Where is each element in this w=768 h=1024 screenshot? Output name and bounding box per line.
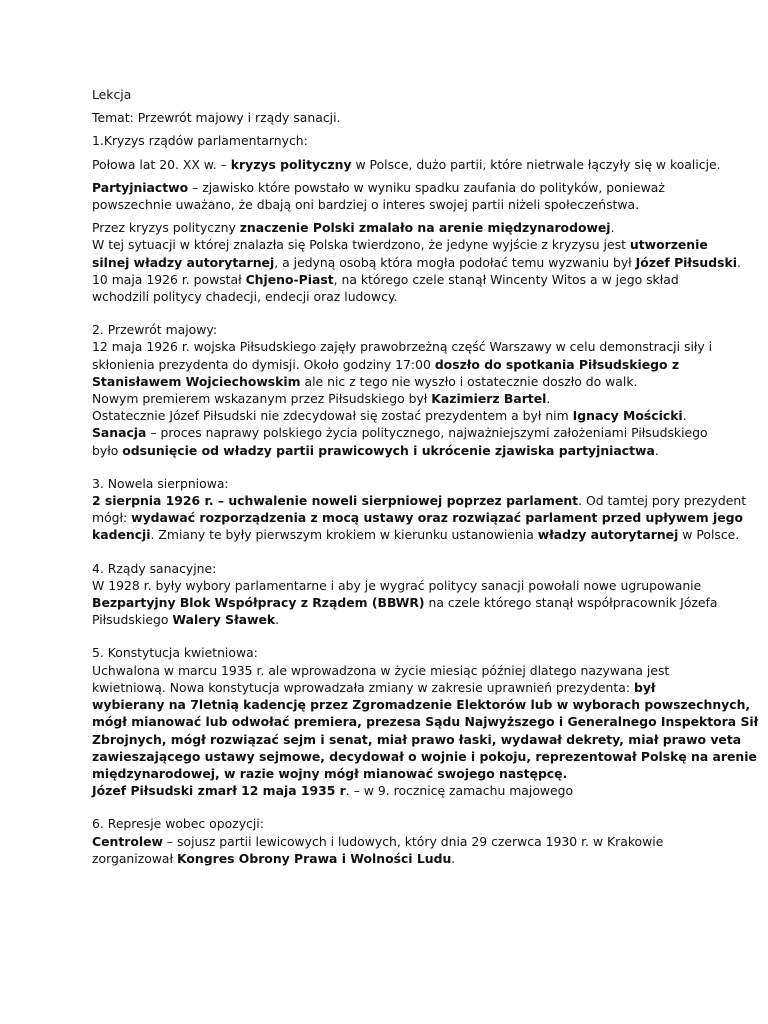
section-3-line-3: kadencji. Zmiany te były pierwszym krokiem w kierunku ustanowienia władzy autorytarnej w Polsce. [92,527,740,543]
section-2-paragraph-1-cont: skłonienia prezydenta do dymisji. Około godziny 17:00 doszło do spotkania Piłsudskiego z [92,356,680,372]
section-3-line-1: 2 sierpnia 1926 r. – uchwalenie noweli sierpniowej poprzez parlament. Od tamtej pory prezydent [92,493,747,509]
section-3-title: 3. Nowela sierpniowa: [92,475,229,491]
section-1-paragraph-4: W tej sytuacji w której znalazła się Polska twierdzono, że jedyne wyjście z kryzysu jest utworzenie [92,237,708,253]
section-4-line-2: Bezpartyjny Blok Współpracy z Rządem (BBWR) na czele którego stanął współpracownik Józefa [92,595,718,611]
section-1-paragraph-3: Przez kryzys polityczny znaczenie Polski zmalało na arenie międzynarodowej. [92,220,615,236]
section-1-paragraph-2-cont: powszechnie uważano, że dbają oni bardziej o interes swojej partii niżeli społeczeństwa. [92,197,640,213]
section-5-line-8: Józef Piłsudski zmarł 12 maja 1935 r. – w 9. rocznicę zamachu majowego [92,783,574,799]
section-5-line-6: zawieszającego ustawy sejmowe, decydował o wojnie i pokoju, reprezentował Polskę na arenie [92,748,757,764]
document-page [92,86,759,867]
section-2-paragraph-2: Nowym premierem wskazanym przez Piłsudskiego był Kazimierz Bartel. [92,391,551,407]
section-4-line-1: W 1928 r. były wybory parlamentarne i aby je wygrać politycy sanacji powołali nowe ugrupowanie [92,577,702,593]
section-1-paragraph-4-cont: silnej władzy autorytarnej, a jedyną osobą która mogła podołać temu wyzwaniu był Józef Piłsudski. [92,254,741,270]
section-1-paragraph-5-cont: wchodzili politycy chadecji, endecji oraz ludowcy. [92,289,398,305]
section-1-paragraph-2: Partyjniactwo – zjawisko które powstało w wyniku spadku zaufania do polityków, ponieważ [92,179,665,195]
section-6-title: 6. Represje wobec opozycji: [92,816,264,832]
section-2-paragraph-4-cont: było odsunięcie od władzy partii prawicowych i ukrócenie zjawiska partyjniactwa. [92,442,659,458]
section-5-line-3: wybierany na 7letnią kadencję przez Zgromadzenie Elektorów lub w wyborach powszechnych, [92,697,751,713]
section-2-paragraph-1-cont2: Stanisławem Wojciechowskim ale nic z tego nie wyszło i ostatecznie doszło do walk. [92,373,638,389]
section-5-line-7: międzynarodowej, w razie wojny mógł mianować swojego następcę. [92,765,568,781]
section-2-paragraph-1: 12 maja 1926 r. wojska Piłsudskiego zajęły prawobrzeżną część Warszawy w celu demonstracji siły i [92,339,713,355]
section-1-paragraph-5: 10 maja 1926 r. powstał Chjeno-Piast, na którego czele stanął Wincenty Witos a w jego skład [92,271,679,287]
lesson-heading: Lekcja [92,87,132,102]
section-5-title: 5. Konstytucja kwietniowa: [92,645,258,661]
section-1-paragraph-1: Połowa lat 20. XX w. – kryzys polityczny w Polsce, dużo partii, które nietrwale łączyły się w koalicje. [92,156,721,172]
section-2-title: 2. Przewrót majowy: [92,322,217,338]
section-1-title: 1.Kryzys rządów parlamentarnych: [92,133,308,149]
section-5-line-2: kwietniową. Nowa konstytucja wprowadzała zmiany w zakresie uprawnień prezydenta: był [92,679,656,695]
section-6-line-2: zorganizował Kongres Obrony Prawa i Wolności Ludu. [92,850,456,866]
lesson-topic: Temat: Przewrót majowy i rządy sanacji. [92,110,341,126]
section-2-paragraph-4: Sanacja – proces naprawy polskiego życia politycznego, najważniejszymi założeniami Piłsudskiego [92,425,708,441]
section-5-line-5: Zbrojnych, mógł rozwiązać sejm i senat, miał prawo łaski, wydawał dekrety, miał prawo veta [92,731,742,747]
section-4-line-3: Piłsudskiego Walery Sławek. [92,612,280,628]
section-4-title: 4. Rządy sanacyjne: [92,560,217,576]
section-6-line-1: Centrolew – sojusz partii lewicowych i ludowych, który dnia 29 czerwca 1930 r. w Krakowie [92,833,664,849]
section-5-line-1: Uchwalona w marcu 1935 r. ale wprowadzona w życie miesiąc później dlatego nazywana jest [92,662,670,678]
section-5-line-4: mógł mianować lub odwołać premiera, prezesa Sądu Najwyższego i Generalnego Inspektora Sił [92,714,759,730]
section-2-paragraph-3: Ostatecznie Józef Piłsudski nie zdecydował się zostać prezydentem a był nim Ignacy Mościcki. [92,408,687,424]
section-3-line-2: mógł: wydawać rozporządzenia z mocą ustawy oraz rozwiązać parlament przed upływem jego [92,510,743,526]
